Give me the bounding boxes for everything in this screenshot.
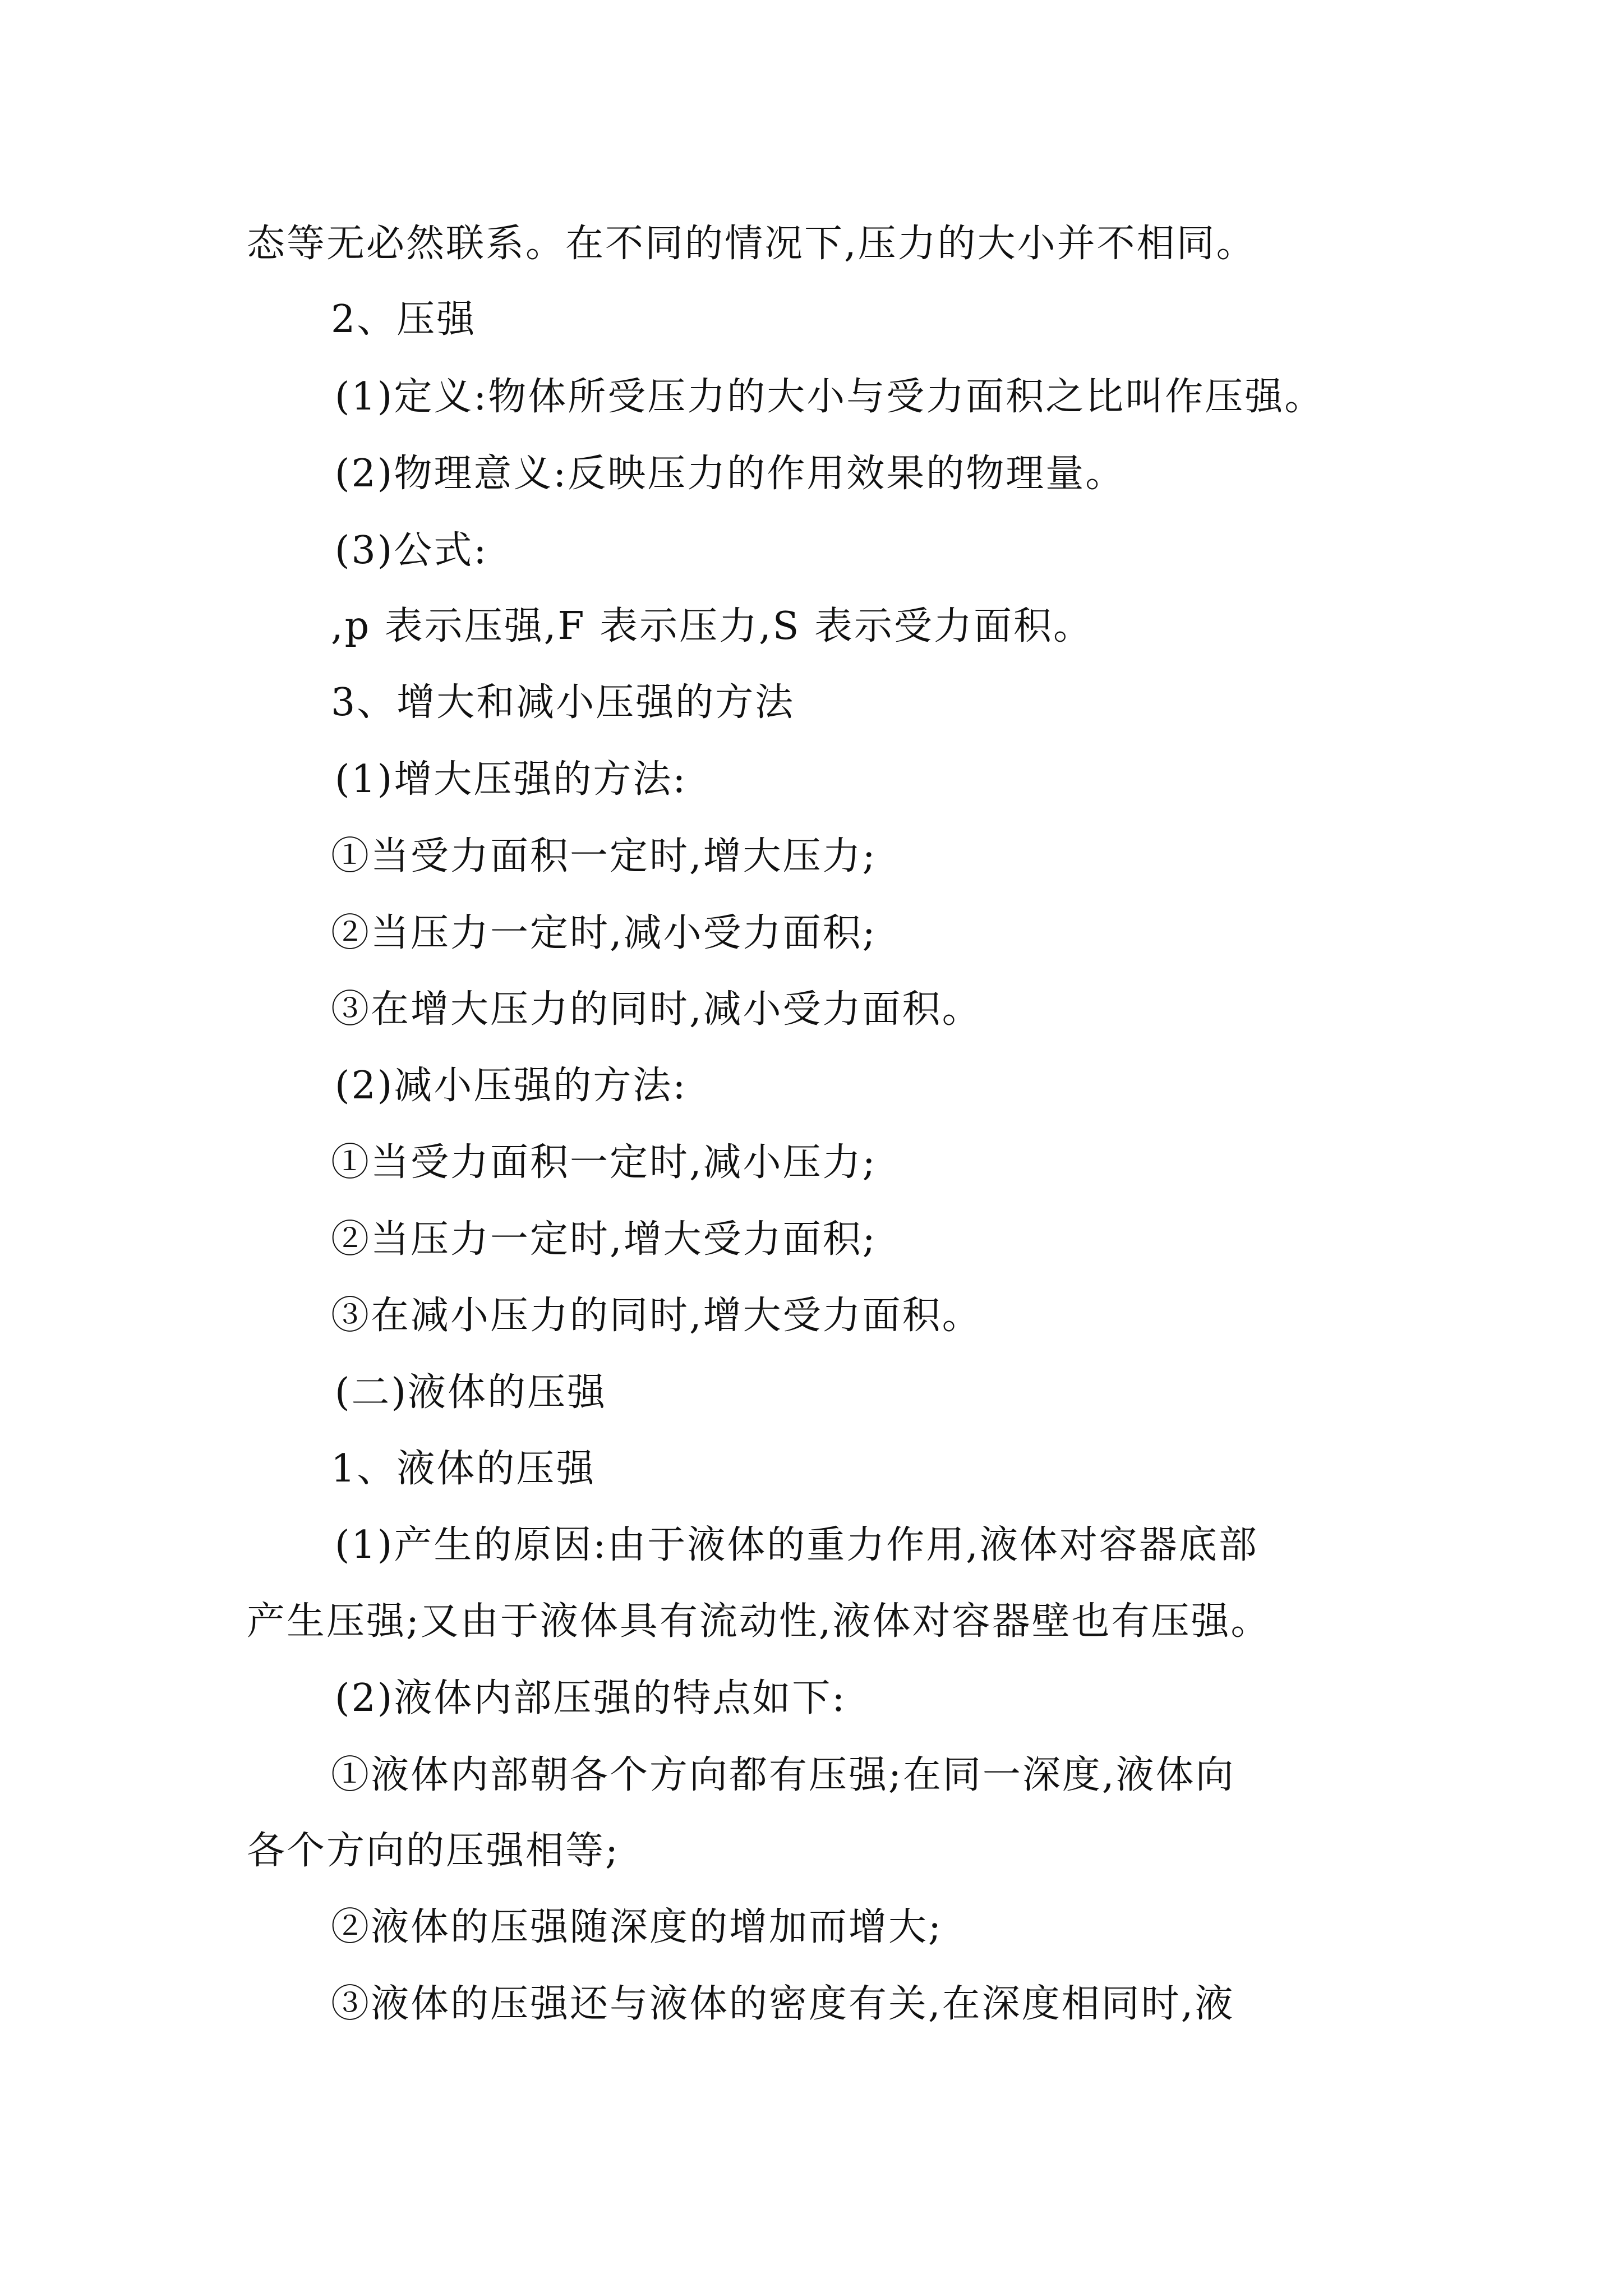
text-line: (1)增大压强的方法: [335,757,688,802]
section-heading: 2、压强 [331,297,477,342]
text-line: ,p 表示压强,F 表示压力,S 表示受力面积。 [331,604,1093,648]
text-line: (2)物理意义:反映压力的作用效果的物理量。 [335,452,1126,496]
text-line: 各个方向的压强相等; [247,1829,620,1873]
list-item: ③在减小压力的同时,增大受力面积。 [331,1294,982,1338]
section-heading: 1、液体的压强 [331,1447,596,1491]
text-line: (1)定义:物体所受压力的大小与受力面积之比叫作压强。 [335,375,1325,419]
text-line: (3)公式: [335,528,488,573]
list-item: ②当压力一定时,减小受力面积; [331,911,877,955]
list-item: ③液体的压强还与液体的密度有关,在深度相同时,液 [331,1982,1235,2026]
list-item: ②当压力一定时,增大受力面积; [331,1217,877,1262]
text-line: (2)液体内部压强的特点如下: [335,1676,847,1720]
text-line: (1)产生的原因:由于液体的重力作用,液体对容器底部 [335,1523,1258,1567]
list-item: ①液体内部朝各个方向都有压强;在同一深度,液体向 [331,1753,1235,1797]
text-line: (2)减小压强的方法: [335,1064,688,1108]
text-line: 态等无必然联系。在不同的情况下,压力的大小并不相同。 [247,222,1256,266]
list-item: ①当受力面积一定时,增大压力; [331,834,877,878]
list-item: ③在增大压力的同时,减小受力面积。 [331,987,982,1032]
text-line: 产生压强;又由于液体具有流动性,液体对容器壁也有压强。 [247,1599,1271,1644]
list-item: ①当受力面积一定时,减小压力; [331,1140,877,1185]
section-heading: (二)液体的压强 [335,1370,607,1415]
section-heading: 3、增大和减小压强的方法 [331,680,795,725]
list-item: ②液体的压强随深度的增加而增大; [331,1905,943,1949]
